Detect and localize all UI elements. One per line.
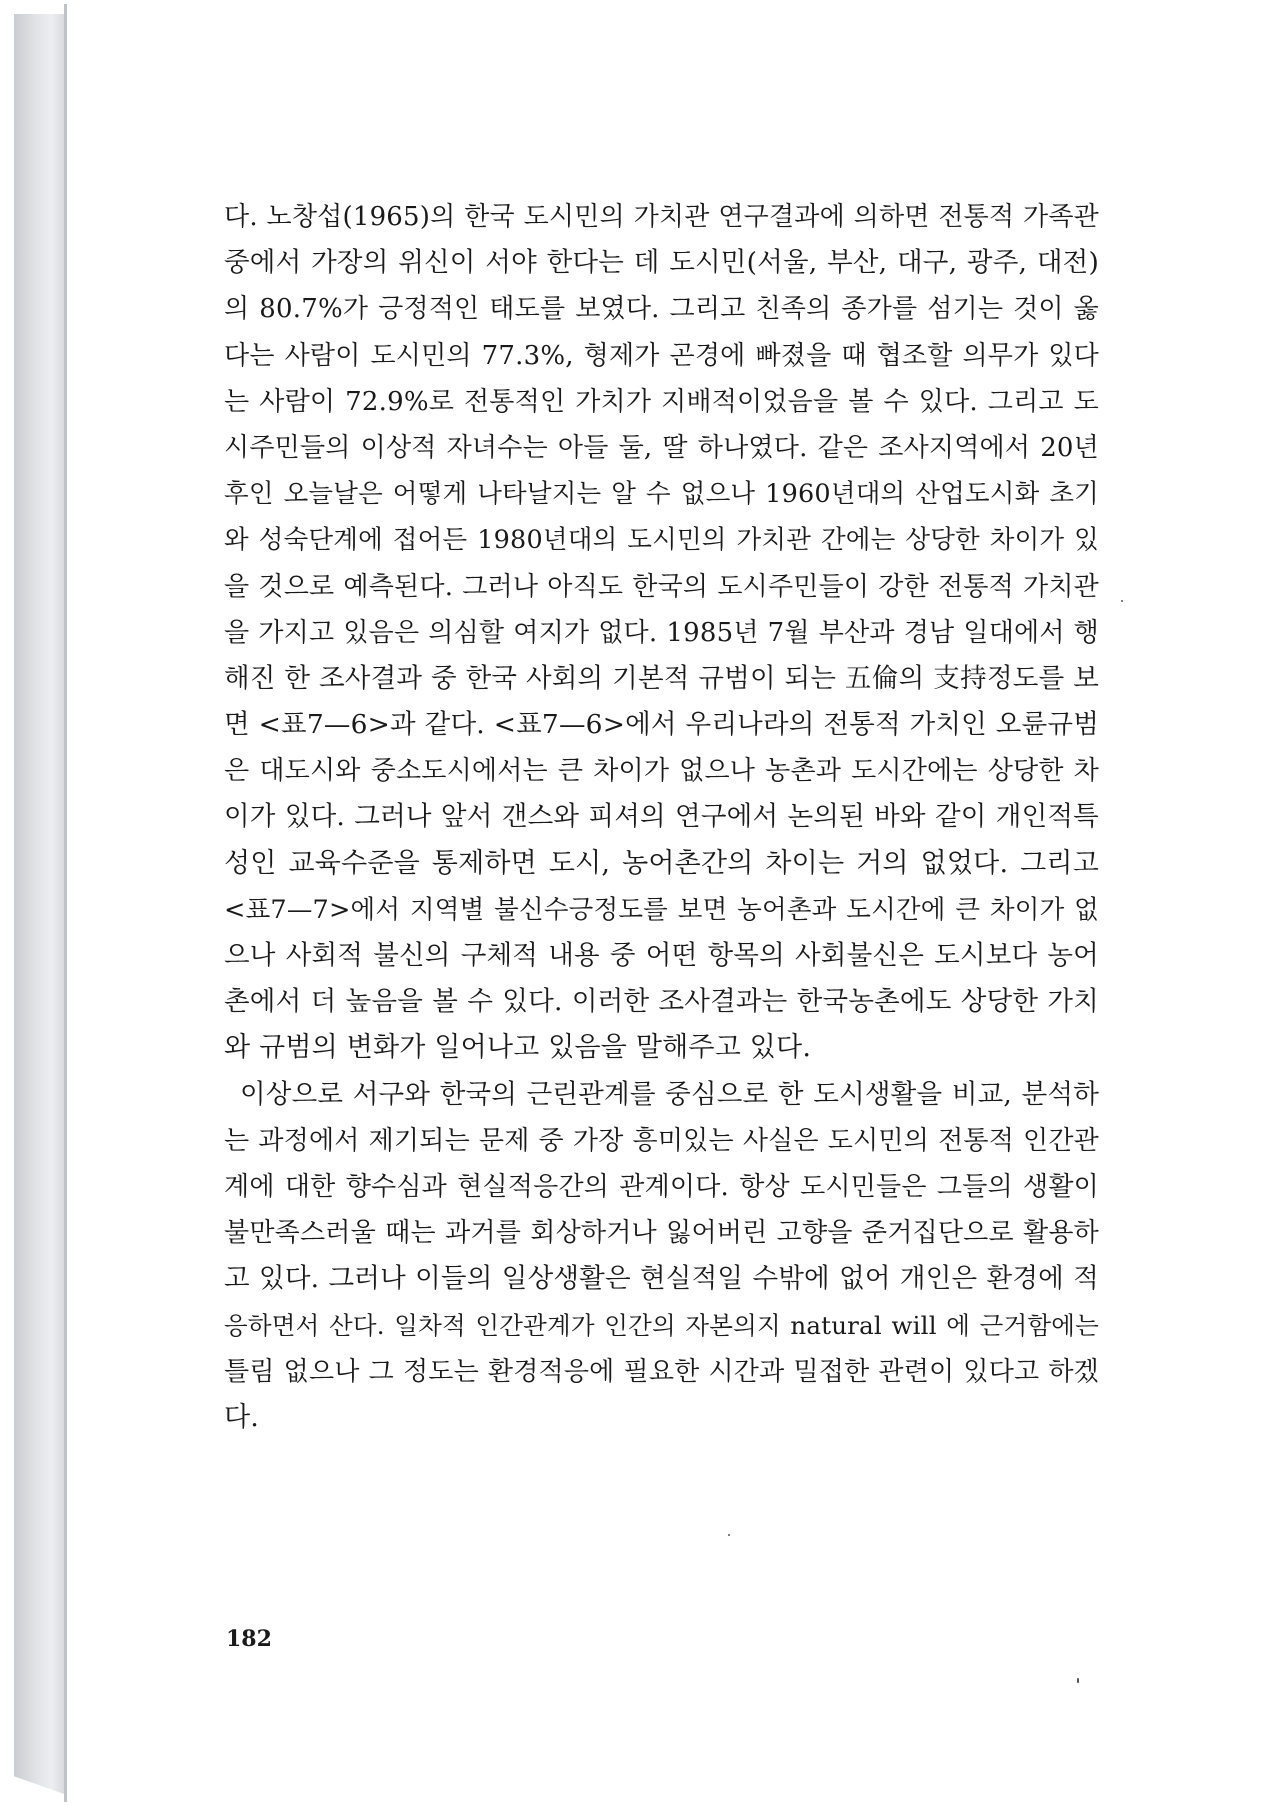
text-line: 이상으로 서구와 한국의 근린관계를 중심으로 한 도시생활을 비교, 분석하 (240, 1078, 1099, 1110)
scan-speck (728, 1534, 730, 1536)
page-number: 182 (226, 1626, 272, 1652)
text-line: <표7—7>에서 지역별 불신수긍정도를 보면 농어촌과 도시간에 큰 차이가 없 (224, 894, 1099, 925)
text-line: 고 있다. 그러나 이들의 일상생활은 현실적일 수밖에 없어 개인은 환경에 적 (224, 1263, 1099, 1295)
text-line: 다. (224, 1401, 260, 1433)
text-line: 틀림 없으나 그 정도는 환경적응에 필요한 시간과 밀접한 관련이 있다고 하겠 (224, 1356, 1099, 1387)
text-line: 응하면서 산다. 일차적 인간관계가 인간의 자본의지 natural will 에 근거함에는 (224, 1310, 1099, 1340)
text-line: 면 <표7—6>과 같다. <표7—6>에서 우리나라의 전통적 가치인 오륜규범 (224, 709, 1099, 741)
scan-speck (1077, 1678, 1079, 1683)
text-line: 이가 있다. 그러나 앞서 갠스와 피셔의 연구에서 논의된 바와 같이 개인적특 (224, 801, 1099, 833)
text-line: 시주민들의 이상적 자녀수는 아들 둘, 딸 하나였다. 같은 조사지역에서 20년 (224, 432, 1099, 463)
book-spine-edge (14, 14, 64, 1794)
text-line: 을 가지고 있음은 의심할 여지가 없다. 1985년 7월 부산과 경남 일대에서 행 (224, 617, 1099, 648)
page-left-edge (64, 4, 67, 1802)
text-line: 촌에서 더 높음을 볼 수 있다. 이러한 조사결과는 한국농촌에도 상당한 가치 (224, 986, 1099, 1018)
text-line: 는 과정에서 제기되는 문제 중 가장 흥미있는 사실은 도시민의 전통적 인간관 (224, 1125, 1099, 1156)
text-line: 성인 교육수준을 통제하면 도시, 농어촌간의 차이는 거의 없었다. 그리고 (224, 847, 1099, 879)
text-line: 계에 대한 향수심과 현실적응간의 관계이다. 항상 도시민들은 그들의 생활이 (224, 1171, 1099, 1202)
text-line: 은 대도시와 중소도시에서는 큰 차이가 없으나 농촌과 도시간에는 상당한 차 (224, 756, 1099, 787)
text-line: 와 규범의 변화가 일어나고 있음을 말해주고 있다. (224, 1032, 812, 1064)
text-line: 중에서 가장의 위신이 서야 한다는 데 도시민(서울, 부산, 대구, 광주, 대전) (224, 247, 1099, 279)
text-line: 다. 노창섭(1965)의 한국 도시민의 가치관 연구결과에 의하면 전통적 가족관 (224, 202, 1099, 232)
text-line: 의 80.7%가 긍정적인 태도를 보였다. 그리고 친족의 종가를 섬기는 것이 옳 (224, 294, 1099, 325)
body-text (224, 194, 1099, 1441)
text-line: 다는 사람이 도시민의 77.3%, 형제가 곤경에 빠졌을 때 협조할 의무가 있다 (224, 340, 1099, 371)
text-line: 을 것으로 예측된다. 그러나 아직도 한국의 도시주민들이 강한 전통적 가치관 (224, 571, 1099, 602)
text-line: 후인 오늘날은 어떻게 나타날지는 알 수 없으나 1960년대의 산업도시화 초기 (224, 479, 1099, 510)
text-line: 해진 한 조사결과 중 한국 사회의 기본적 규범이 되는 五倫의 支持정도를 보 (224, 662, 1099, 694)
text-line: 불만족스러울 때는 과거를 회상하거나 잃어버린 고향을 준거집단으로 활용하 (224, 1218, 1099, 1249)
text-line: 는 사람이 72.9%로 전통적인 가치가 지배적이었음을 볼 수 있다. 그리고 도 (224, 386, 1099, 417)
text-line: 와 성숙단계에 접어든 1980년대의 도시민의 가치관 간에는 상당한 차이가 있 (224, 525, 1099, 556)
text-line: 으나 사회적 불신의 구체적 내용 중 어떤 항목의 사회불신은 도시보다 농어 (224, 940, 1099, 971)
scan-speck (1121, 600, 1123, 602)
